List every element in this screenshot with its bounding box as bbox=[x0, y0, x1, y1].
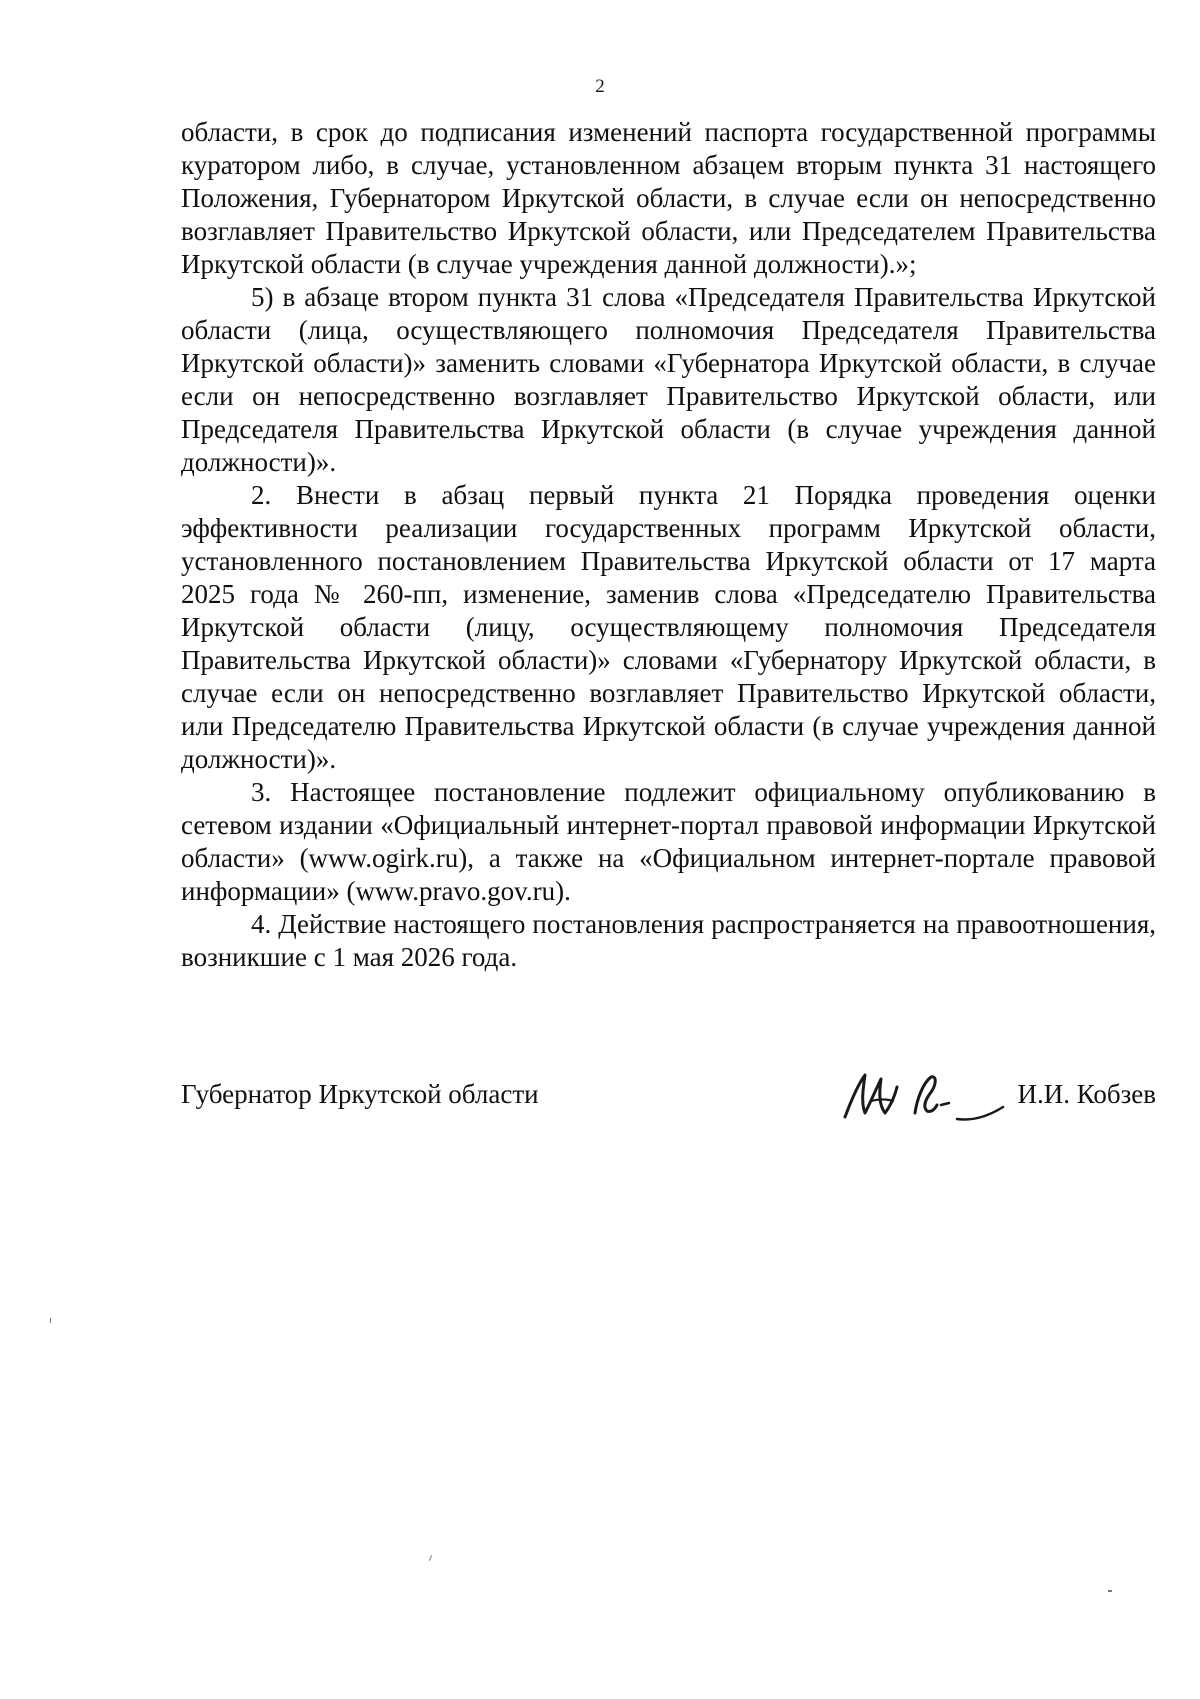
scan-speck bbox=[429, 1555, 432, 1561]
paragraph-item-5: 5) в абзаце втором пункта 31 слова «Председателя Правительства Иркутской области (лица, осуществляющего полномочия Председателя Правительства Иркутской области)» заменить словами «Губернатора Иркутской области, в случае если он непосредственно возглавляет Правительство Иркутской области, или Председателя Правительства Иркутской области (в случае учреждения данной должности)». bbox=[181, 282, 1156, 477]
paragraph-continuation: области, в срок до подписания изменений паспорта государственной программы куратором либо, в случае, установленном абзацем вторым пункта 31 настоящего Положения, Губернатором Иркутской области, в случае если он непосредственно возглавляет Правительство Иркутской области, или Председателем Правительства Иркутской области (в случае учреждения данной должности).»; bbox=[181, 117, 1156, 279]
paragraph-point-3: 3. Настоящее постановление подлежит официальному опубликованию в сетевом издании «Официальный интернет-портал правовой информации Иркутской области» (www.ogirk.ru), а также на «Официальном интернет-портале правовой информации» (www.pravo.gov.ru). bbox=[181, 777, 1156, 906]
handwritten-signature bbox=[831, 1065, 1031, 1125]
paragraph-point-4: 4. Действие настоящего постановления распространяется на правоотношения, возникшие с 1 мая 2026 года. bbox=[181, 909, 1156, 972]
page-number: 2 bbox=[595, 76, 605, 97]
document-body bbox=[181, 116, 1156, 974]
signatory-title: Губернатор Иркутской области bbox=[181, 1079, 539, 1109]
scan-speck bbox=[50, 1318, 51, 1323]
signature-block bbox=[181, 1065, 1156, 1125]
paragraph-point-2: 2. Внести в абзац первый пункта 21 Порядка проведения оценки эффективности реализации государственных программ Иркутской области, установленного постановлением Правительства Иркутской области от 17 марта 2025 года № 260-пп, изменение, заменив слова «Председателю Правительства Иркутской области (лицу, осуществляющему полномочия Председателя Правительства Иркутской области)» словами «Губернатору Иркутской области, в случае если он непосредственно возглавляет Правительство Иркутской области, или Председателю Правительства Иркутской области (в случае учреждения данной должности)». bbox=[181, 480, 1156, 774]
scan-speck bbox=[1108, 1590, 1112, 1592]
signatory-name: И.И. Кобзев bbox=[1017, 1079, 1156, 1109]
